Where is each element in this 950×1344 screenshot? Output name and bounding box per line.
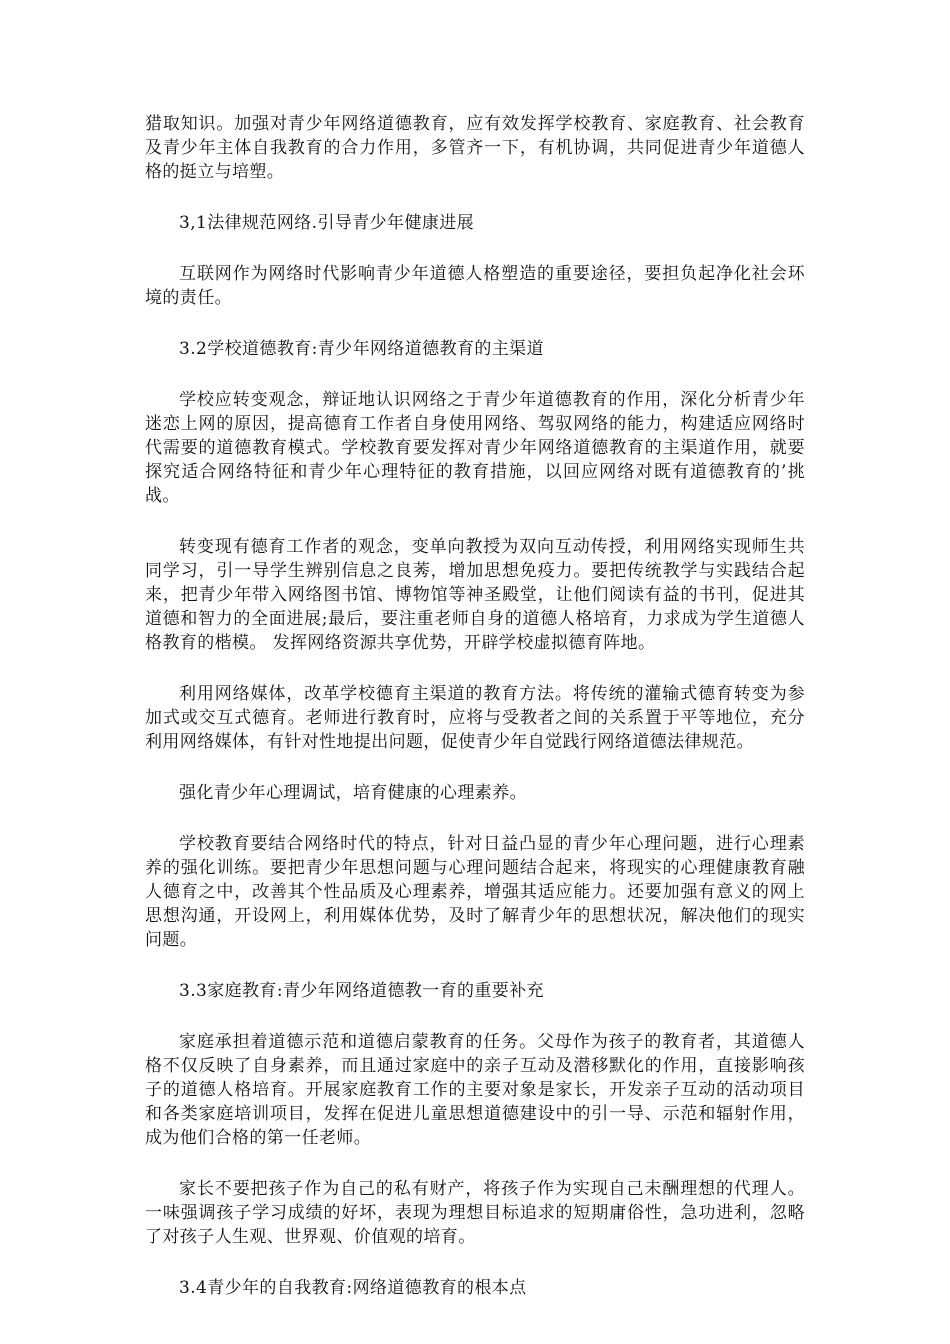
paragraph-intro: 猎取知识。加强对青少年网络道德教育，应有效发挥学校教育、家庭教育、社会教育及青少年主体自我教育的合力作用，多管齐一下，有机协调，共同促进青少年道德人格的挺立与培塑。: [145, 114, 805, 182]
document-body: [145, 112, 805, 1327]
paragraph-psychology: 强化青少年心理调试，培育健康的心理素养。: [179, 783, 527, 803]
paragraph-parents: 家长不要把孩子作为自己的私有财产，将孩子作为实现自己未酬理想的代理人。一味强调孩子学习成绩的好坏，表现为理想目标追求的短期庸俗性，急功进利，忽略了对孩子人生观、世界观、价值观的培育。: [145, 1179, 805, 1247]
section-heading-3-2: 3.2学校道德教育:青少年网络道德教育的主渠道: [179, 339, 544, 359]
section-heading-3-4: 3.4青少年的自我教育:网络道德教育的根本点: [179, 1278, 527, 1298]
section-heading-3-3: 3.3家庭教育:青少年网络道德教一育的重要补充: [179, 981, 544, 1001]
section-heading-3-1: 3,1法律规范网络.引导青少年健康进展: [179, 213, 475, 233]
paragraph-internet-responsibility: 互联网作为网络时代影响青少年道德人格塑造的重要途径，要担负起净化社会环境的责任。: [145, 264, 805, 308]
paragraph-network-media: 利用网络媒体，改革学校德育主渠道的教育方法。将传统的灌输式德育转变为参加式或交互式德育。老师进行教育时，应将与受教者之间的关系置于平等地位，充分利用网络媒体，有针对性地提出问题，促使青少年自觉践行网络道德法律规范。: [145, 684, 805, 752]
paragraph-school-concept: 学校应转变观念，辩证地认识网络之于青少年道德教育的作用，深化分析青少年迷恋上网的原因，提高德育工作者自身使用网络、驾驭网络的能力，构建适应网络时代需要的道德教育模式。学校教育要发挥对青少年网络道德教育的主渠道作用，就要探究适合网络特征和青少年心理特征的教育措施，以回应网络对既有道德教育的’挑战。: [145, 390, 805, 506]
paragraph-teacher-concept: 转变现有德育工作者的观念，变单向教授为双向互动传授，利用网络实现师生共同学习，引一导学生辨别信息之良莠，增加思想免疫力。要把传统教学与实践结合起来，把青少年带入网络图书馆、博物馆等神圣殿堂，让他们阅读有益的书刊，促进其道德和智力的全面进展;最后，要注重老师自身的道德人格培育，力求成为学生道德人格教育的楷模。 发挥网络资源共享优势，开辟学校虚拟德育阵地。: [145, 537, 805, 653]
paragraph-psychology-training: 学校教育要结合网络时代的特点，针对日益凸显的青少年心理问题，进行心理素养的强化训练。要把青少年思想问题与心理问题结合起来，将现实的心理健康教育融人德育之中，改善其个性品质及心理素养，增强其适应能力。还要加强有意义的网上思想沟通，开设网上，利用媒体优势，及时了解青少年的思想状况，解决他们的现实问题。: [145, 834, 805, 950]
paragraph-family-role: 家庭承担着道德示范和道德启蒙教育的任务。父母作为孩子的教育者，其道德人格不仅反映了自身素养，而且通过家庭中的亲子互动及潜移默化的作用，直接影响孩子的道德人格培育。开展家庭教育工作的主要对象是家长，开发亲子互动的活动项目和各类家庭培训项目，发挥在促进儿童思想道德建设中的引一导、示范和辐射作用，成为他们合格的第一任老师。: [145, 1032, 805, 1148]
